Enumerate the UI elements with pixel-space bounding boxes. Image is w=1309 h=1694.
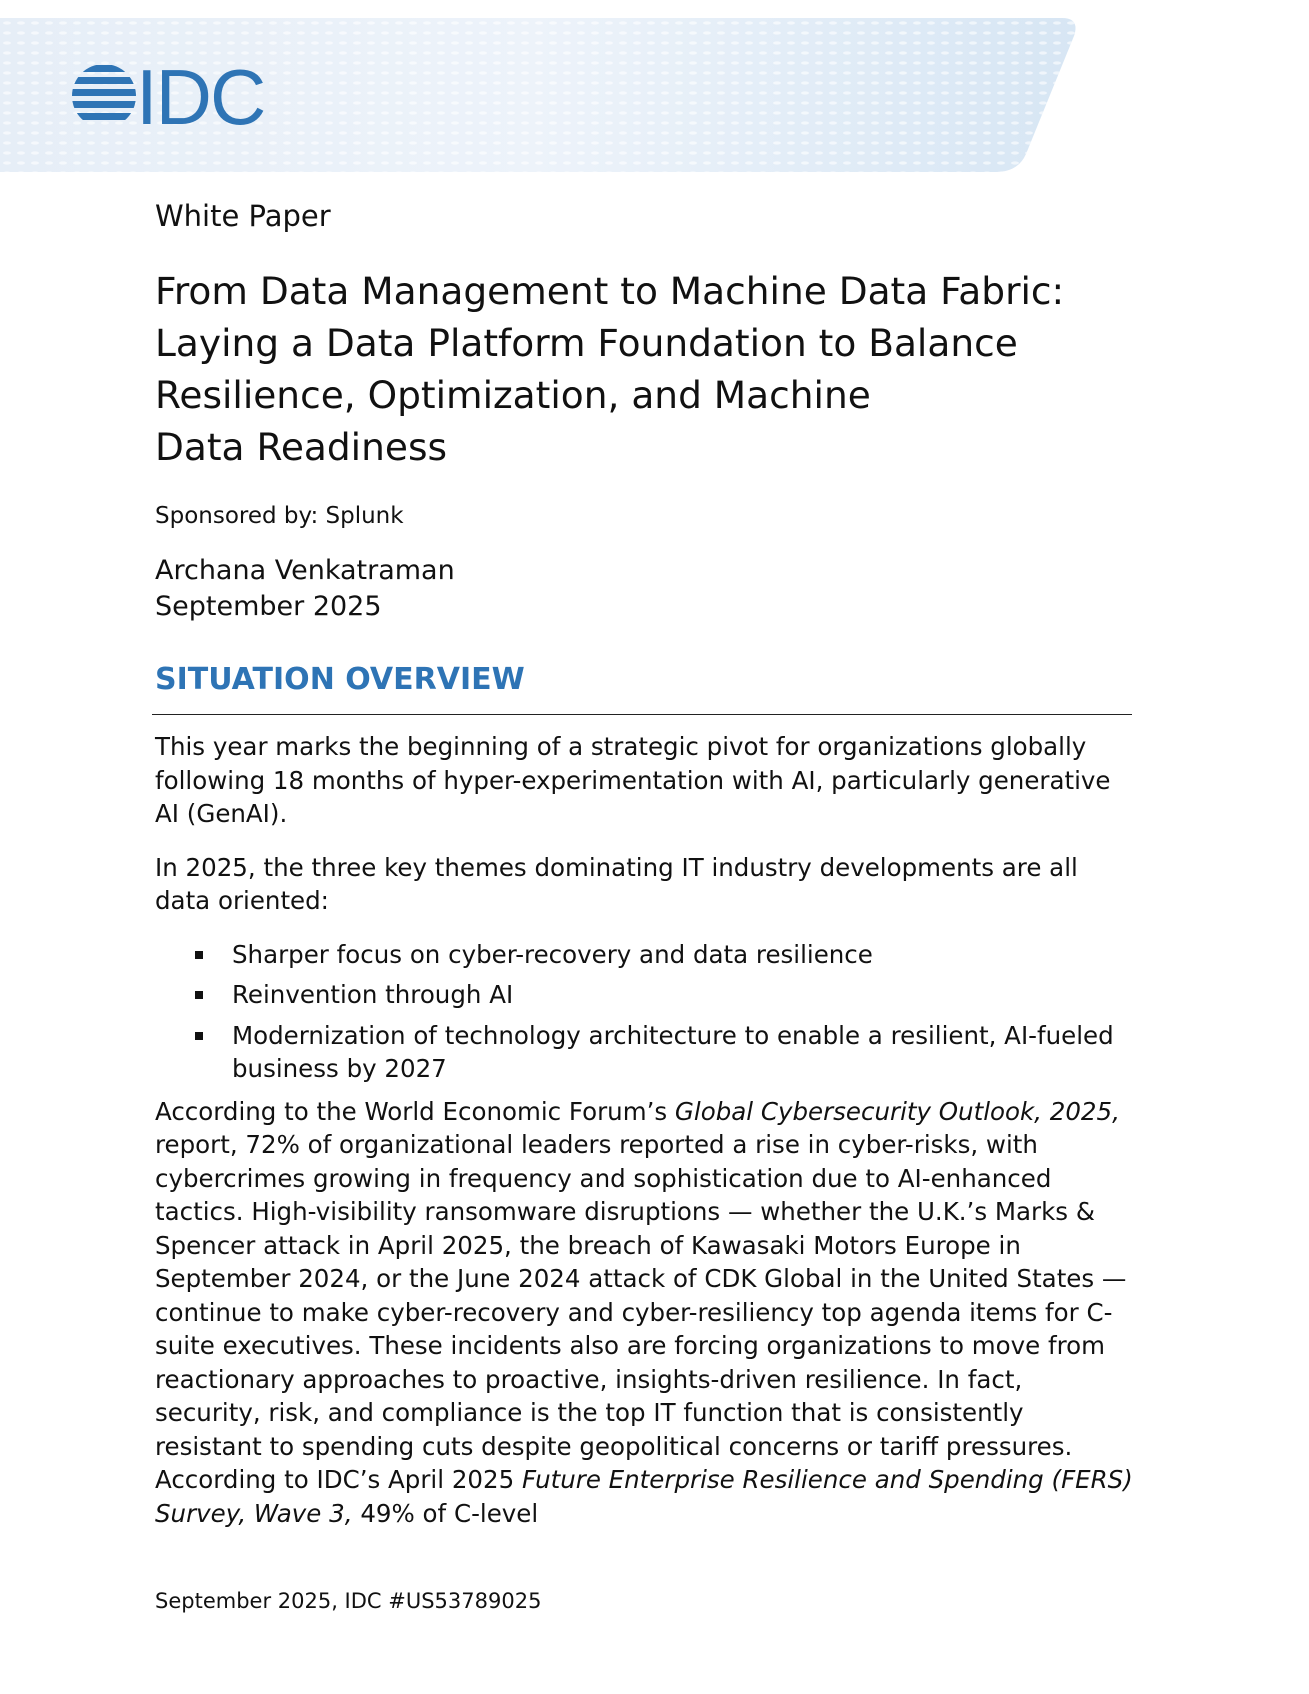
paragraph: This year marks the beginning of a strategic pivot for organizations globally following 18 months of hyper-experimentation with AI, particularly generative AI (GenAI). xyxy=(155,732,1111,828)
list-item: Reinvention through AI xyxy=(232,978,1135,1012)
list-item: Sharper focus on cyber-recovery and data resilience xyxy=(232,938,1135,972)
survey-title: Future Enterprise Resilience and Spending (FERS) Survey, Wave 3, xyxy=(155,1465,1133,1528)
report-title: Global Cybersecurity Outlook, 2025, xyxy=(674,1096,1120,1126)
author-name: Archana Venkatraman xyxy=(155,555,455,586)
title-line: Laying a Data Platform Foundation to Balance xyxy=(155,321,1018,365)
title-line: From Data Management to Machine Data Fabric: xyxy=(155,269,1065,313)
text-run: report, 72% of organizational leaders reported a rise in cyber-risks, with cybercrimes growing in frequency and sophistication due to AI-enhanced tactics. High-visibility ransomware disruptions — whether the U.K.’s Marks & Spencer attack in April 2025, the breach of Kawasaki Motors Europe in September 2024, or the June 2024 attack of CDK Global in the United States — continue to make cyber-recovery and cyber-resiliency top agenda items for C-suite executives. These incidents also are forcing organizations to move from reactionary approaches to proactive, insights-driven resilience. In fact, security, risk, and compliance is the top IT function that is consistently resistant to spending cuts despite geopolitical concerns or tariff pressures. According to IDC’s April 2025 xyxy=(155,1130,1127,1494)
page-footer: September 2025, IDC #US53789025 xyxy=(155,1589,542,1613)
title-line: Resilience, Optimization, and Machine xyxy=(155,373,871,417)
idc-logo-mark xyxy=(72,62,292,130)
theme-list xyxy=(155,938,1135,1086)
section-divider xyxy=(152,714,1132,715)
publication-date: September 2025 xyxy=(155,591,382,622)
section-body xyxy=(155,730,1135,1550)
list-item: Modernization of technology architecture to enable a resilient, AI-fueled business by 2027 xyxy=(232,1019,1135,1086)
title-line: Data Readiness xyxy=(155,425,448,469)
paragraph: In 2025, the three key themes dominating IT industry developments are all data oriented: xyxy=(155,852,1078,915)
logo-text: IDC xyxy=(136,62,265,130)
section-heading: SITUATION OVERVIEW xyxy=(155,662,525,697)
text-run: According to the World Economic Forum’s xyxy=(155,1096,675,1126)
document-title xyxy=(155,265,1105,473)
idc-logo xyxy=(72,62,292,134)
paragraph xyxy=(155,1095,1135,1531)
document-type: White Paper xyxy=(155,199,331,233)
sponsor-line: Sponsored by: Splunk xyxy=(155,503,404,529)
author-block xyxy=(155,553,455,625)
text-run: 49% of C-level xyxy=(352,1498,539,1528)
